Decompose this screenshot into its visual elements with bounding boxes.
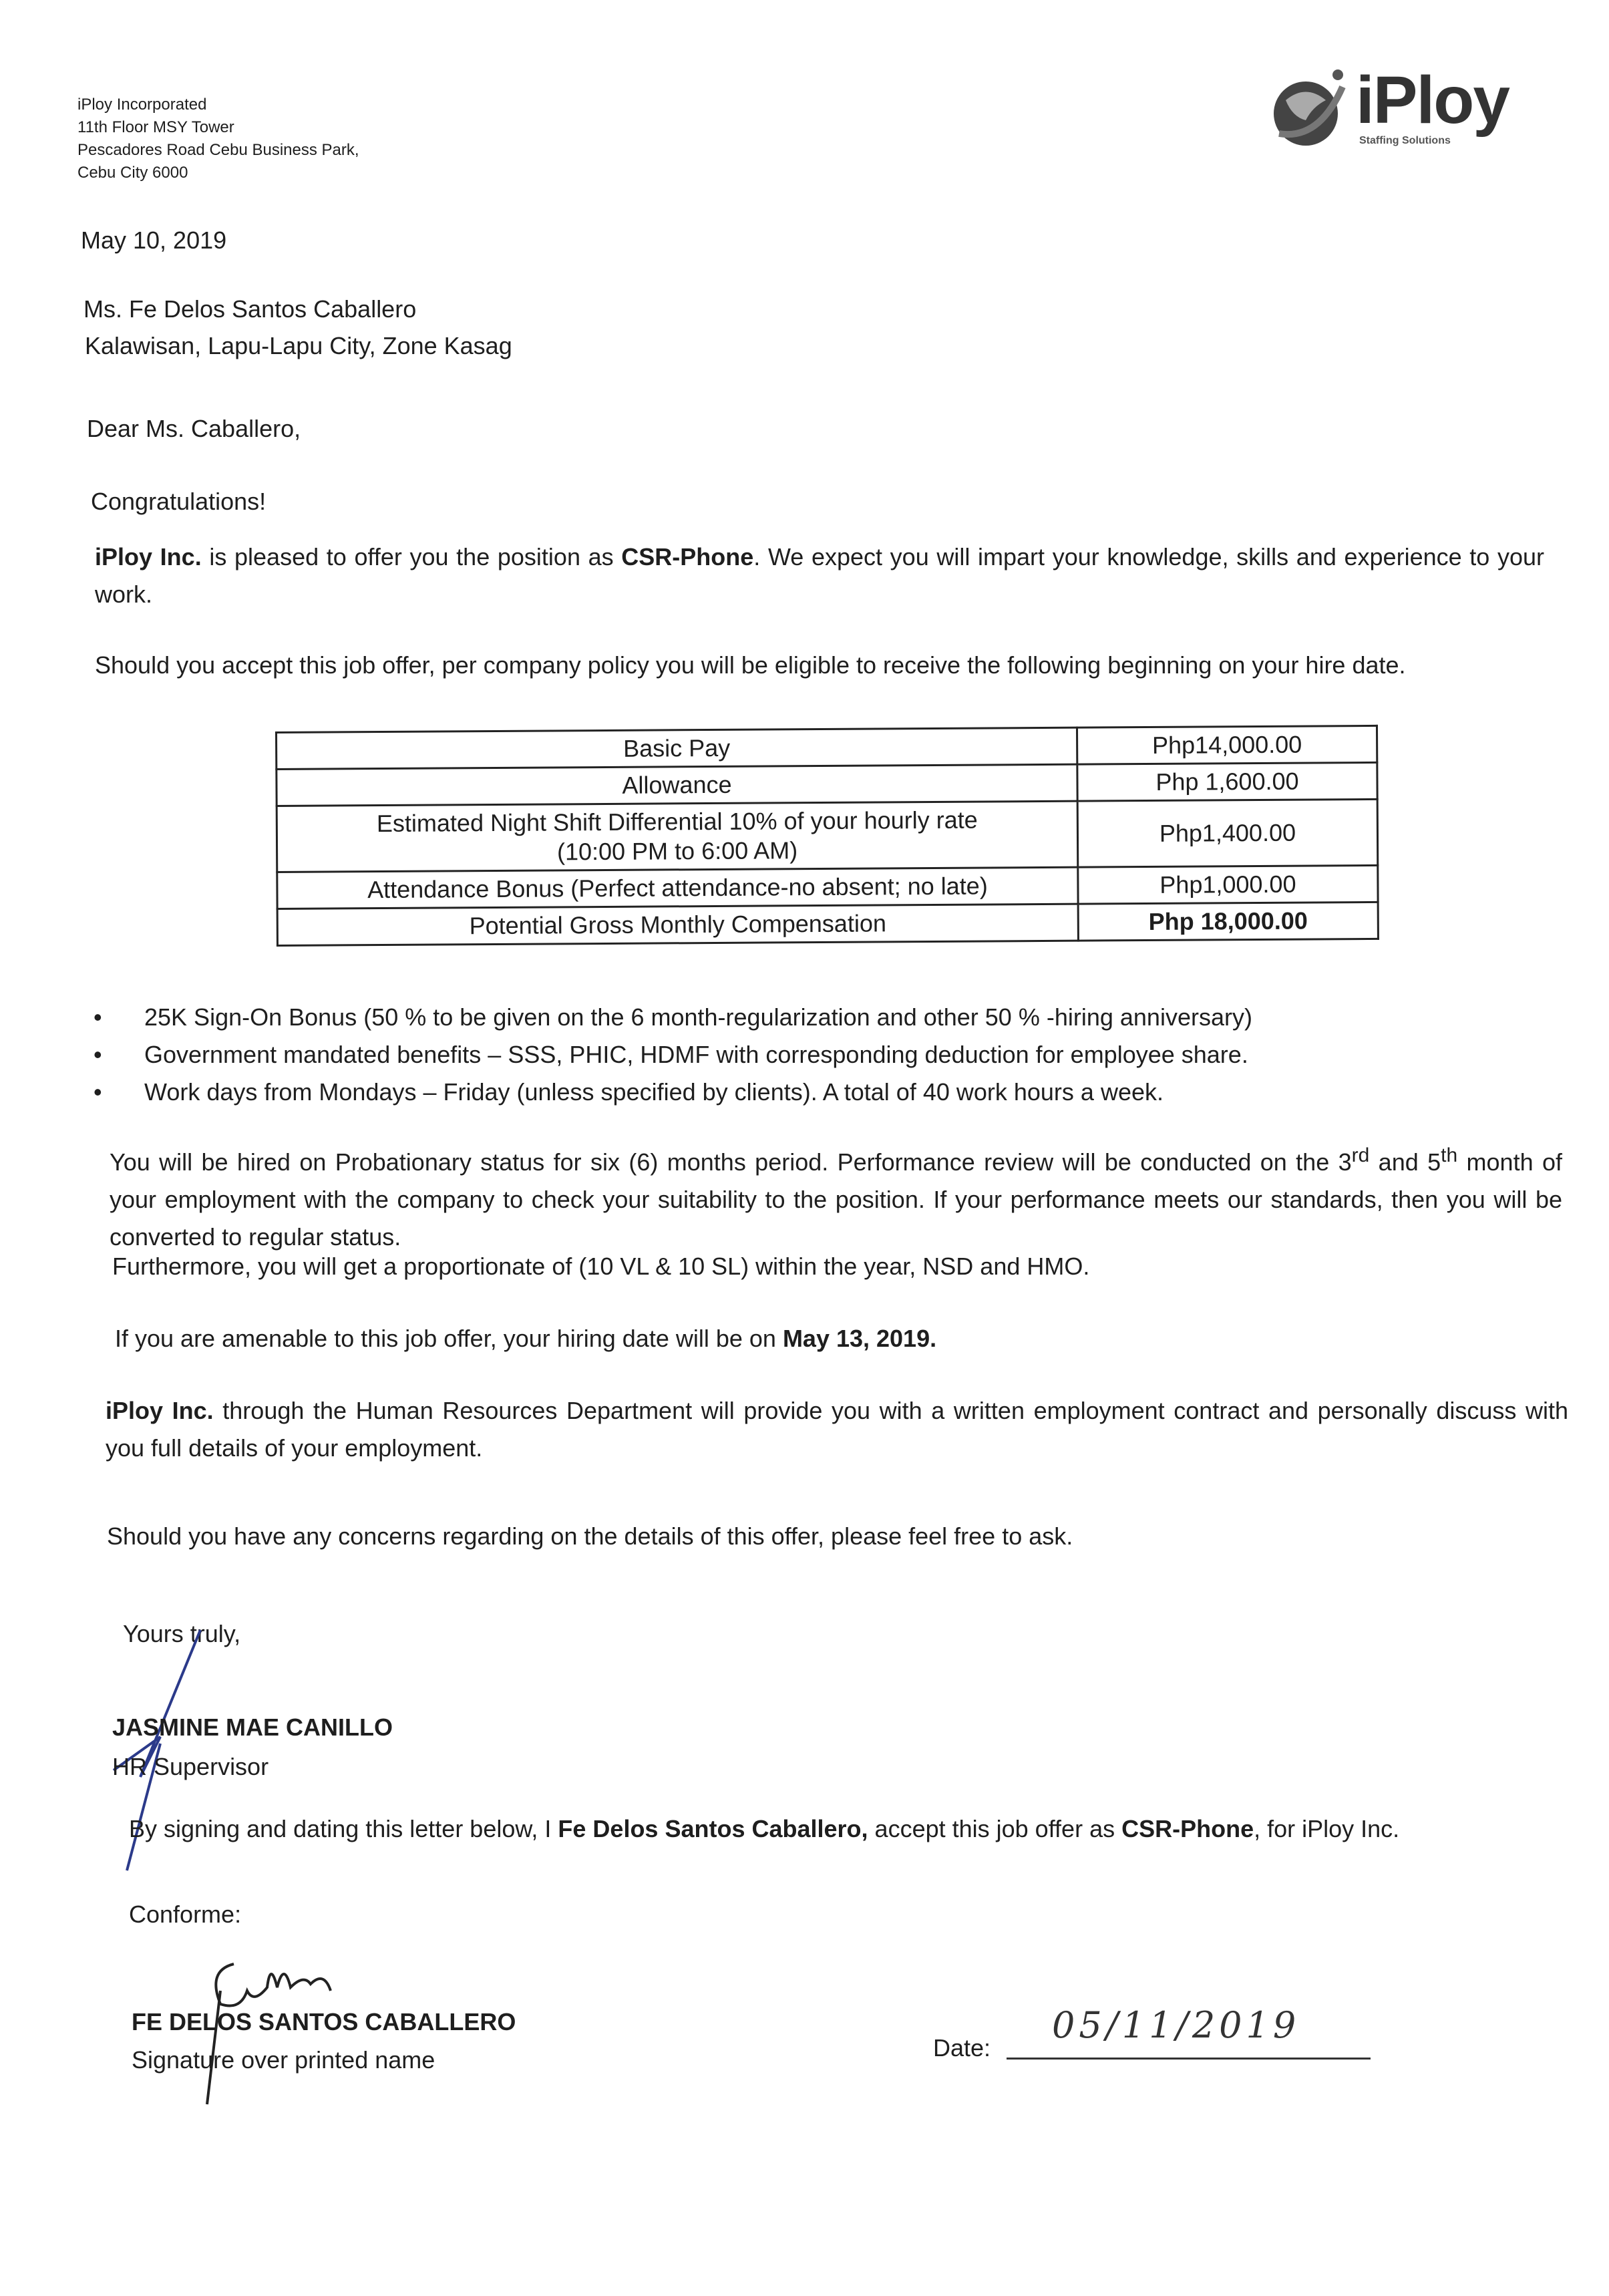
list-item: • Government mandated benefits – SSS, PHIC, HDMF with corresponding deduction for employee share. xyxy=(94,1036,1252,1074)
list-item: • Work days from Mondays – Friday (unless specified by clients). A total of 40 work hours a week. xyxy=(94,1074,1252,1111)
table-row: Basic Pay Php14,000.00 xyxy=(277,725,1377,769)
sender-address-line: Cebu City 6000 xyxy=(77,164,188,182)
benefits-list xyxy=(94,999,1252,1111)
recipient-name: Ms. Fe Delos Santos Caballero xyxy=(83,295,417,323)
signature-caption: Signature over printed name xyxy=(132,2046,435,2074)
compensation-table xyxy=(275,725,1379,947)
hiring-date-paragraph: If you are amenable to this job offer, your hiring date will be on May 13, 2019. xyxy=(115,1325,937,1352)
concerns-paragraph: Should you have any concerns regarding on the details of this offer, please feel free to ask. xyxy=(107,1522,1073,1550)
table-row: Attendance Bonus (Perfect attendance-no absent; no late) Php1,000.00 xyxy=(277,865,1378,909)
contract-paragraph: iPloy Inc. through the Human Resources Department will provide you with a written employment contract and personally discuss with you full details of your employment. xyxy=(106,1397,1569,1462)
logo-wordmark: iPloy xyxy=(1356,63,1509,138)
list-item: • 25K Sign-On Bonus (50 % to be given on the 6 month-regularization and other 50 % -hiring anniversary) xyxy=(94,999,1252,1036)
signatory-title: HR Supervisor xyxy=(112,1753,269,1780)
sender-address-line: Pescadores Road Cebu Business Park, xyxy=(77,141,359,159)
signatory-name: JASMINE MAE CANILLO xyxy=(112,1713,393,1741)
closing: Yours truly, xyxy=(123,1620,241,1647)
offer-paragraph: iPloy Inc. is pleased to offer you the position as CSR-Phone. We expect you will impart your knowledge, skills and experience to your work. xyxy=(95,543,1544,608)
letter-date: May 10, 2019 xyxy=(81,226,227,254)
conforme-label: Conforme: xyxy=(129,1901,242,1928)
globe-icon xyxy=(1266,60,1359,154)
date-line xyxy=(1007,2058,1371,2060)
table-row: Estimated Night Shift Differential 10% of your hourly rate (10:00 PM to 6:00 AM) Php1,400.00 xyxy=(277,799,1378,872)
date-label: Date: xyxy=(933,2034,991,2062)
sender-address xyxy=(77,94,359,184)
table-row: Allowance Php 1,600.00 xyxy=(277,762,1377,806)
table-row: Potential Gross Monthly Compensation Php 18,000.00 xyxy=(277,902,1378,945)
benefits-paragraph: Furthermore, you will get a proportionate of (10 VL & 10 SL) within the year, NSD and HMO. xyxy=(112,1253,1090,1280)
employee-name: FE DELOS SANTOS CABALLERO xyxy=(132,2008,516,2035)
probation-paragraph: You will be hired on Probationary status for six (6) months period. Performance review will be conducted on the 3rd and 5th month of your employment with the company to check your suitability to the position. If your performance meets our standards, then you will be converted to regular status. xyxy=(110,1144,1562,1251)
signed-date: 05/11/2019 xyxy=(1052,2004,1300,2046)
company-logo xyxy=(1266,60,1533,154)
sender-company: iPloy Incorporated xyxy=(77,96,207,114)
sender-address-line: 11th Floor MSY Tower xyxy=(77,118,234,136)
logo-tagline: Staffing Solutions xyxy=(1359,135,1451,146)
eligibility-paragraph: Should you accept this job offer, per company policy you will be eligible to receive the following beginning on your hire date. xyxy=(95,651,1406,679)
salutation: Dear Ms. Caballero, xyxy=(87,415,301,442)
recipient-address: Kalawisan, Lapu-Lapu City, Zone Kasag xyxy=(85,332,512,359)
congratulations: Congratulations! xyxy=(91,488,266,515)
acceptance-statement: By signing and dating this letter below, I Fe Delos Santos Caballero, accept this job offer as CSR-Phone, for iPloy Inc. xyxy=(129,1815,1400,1842)
